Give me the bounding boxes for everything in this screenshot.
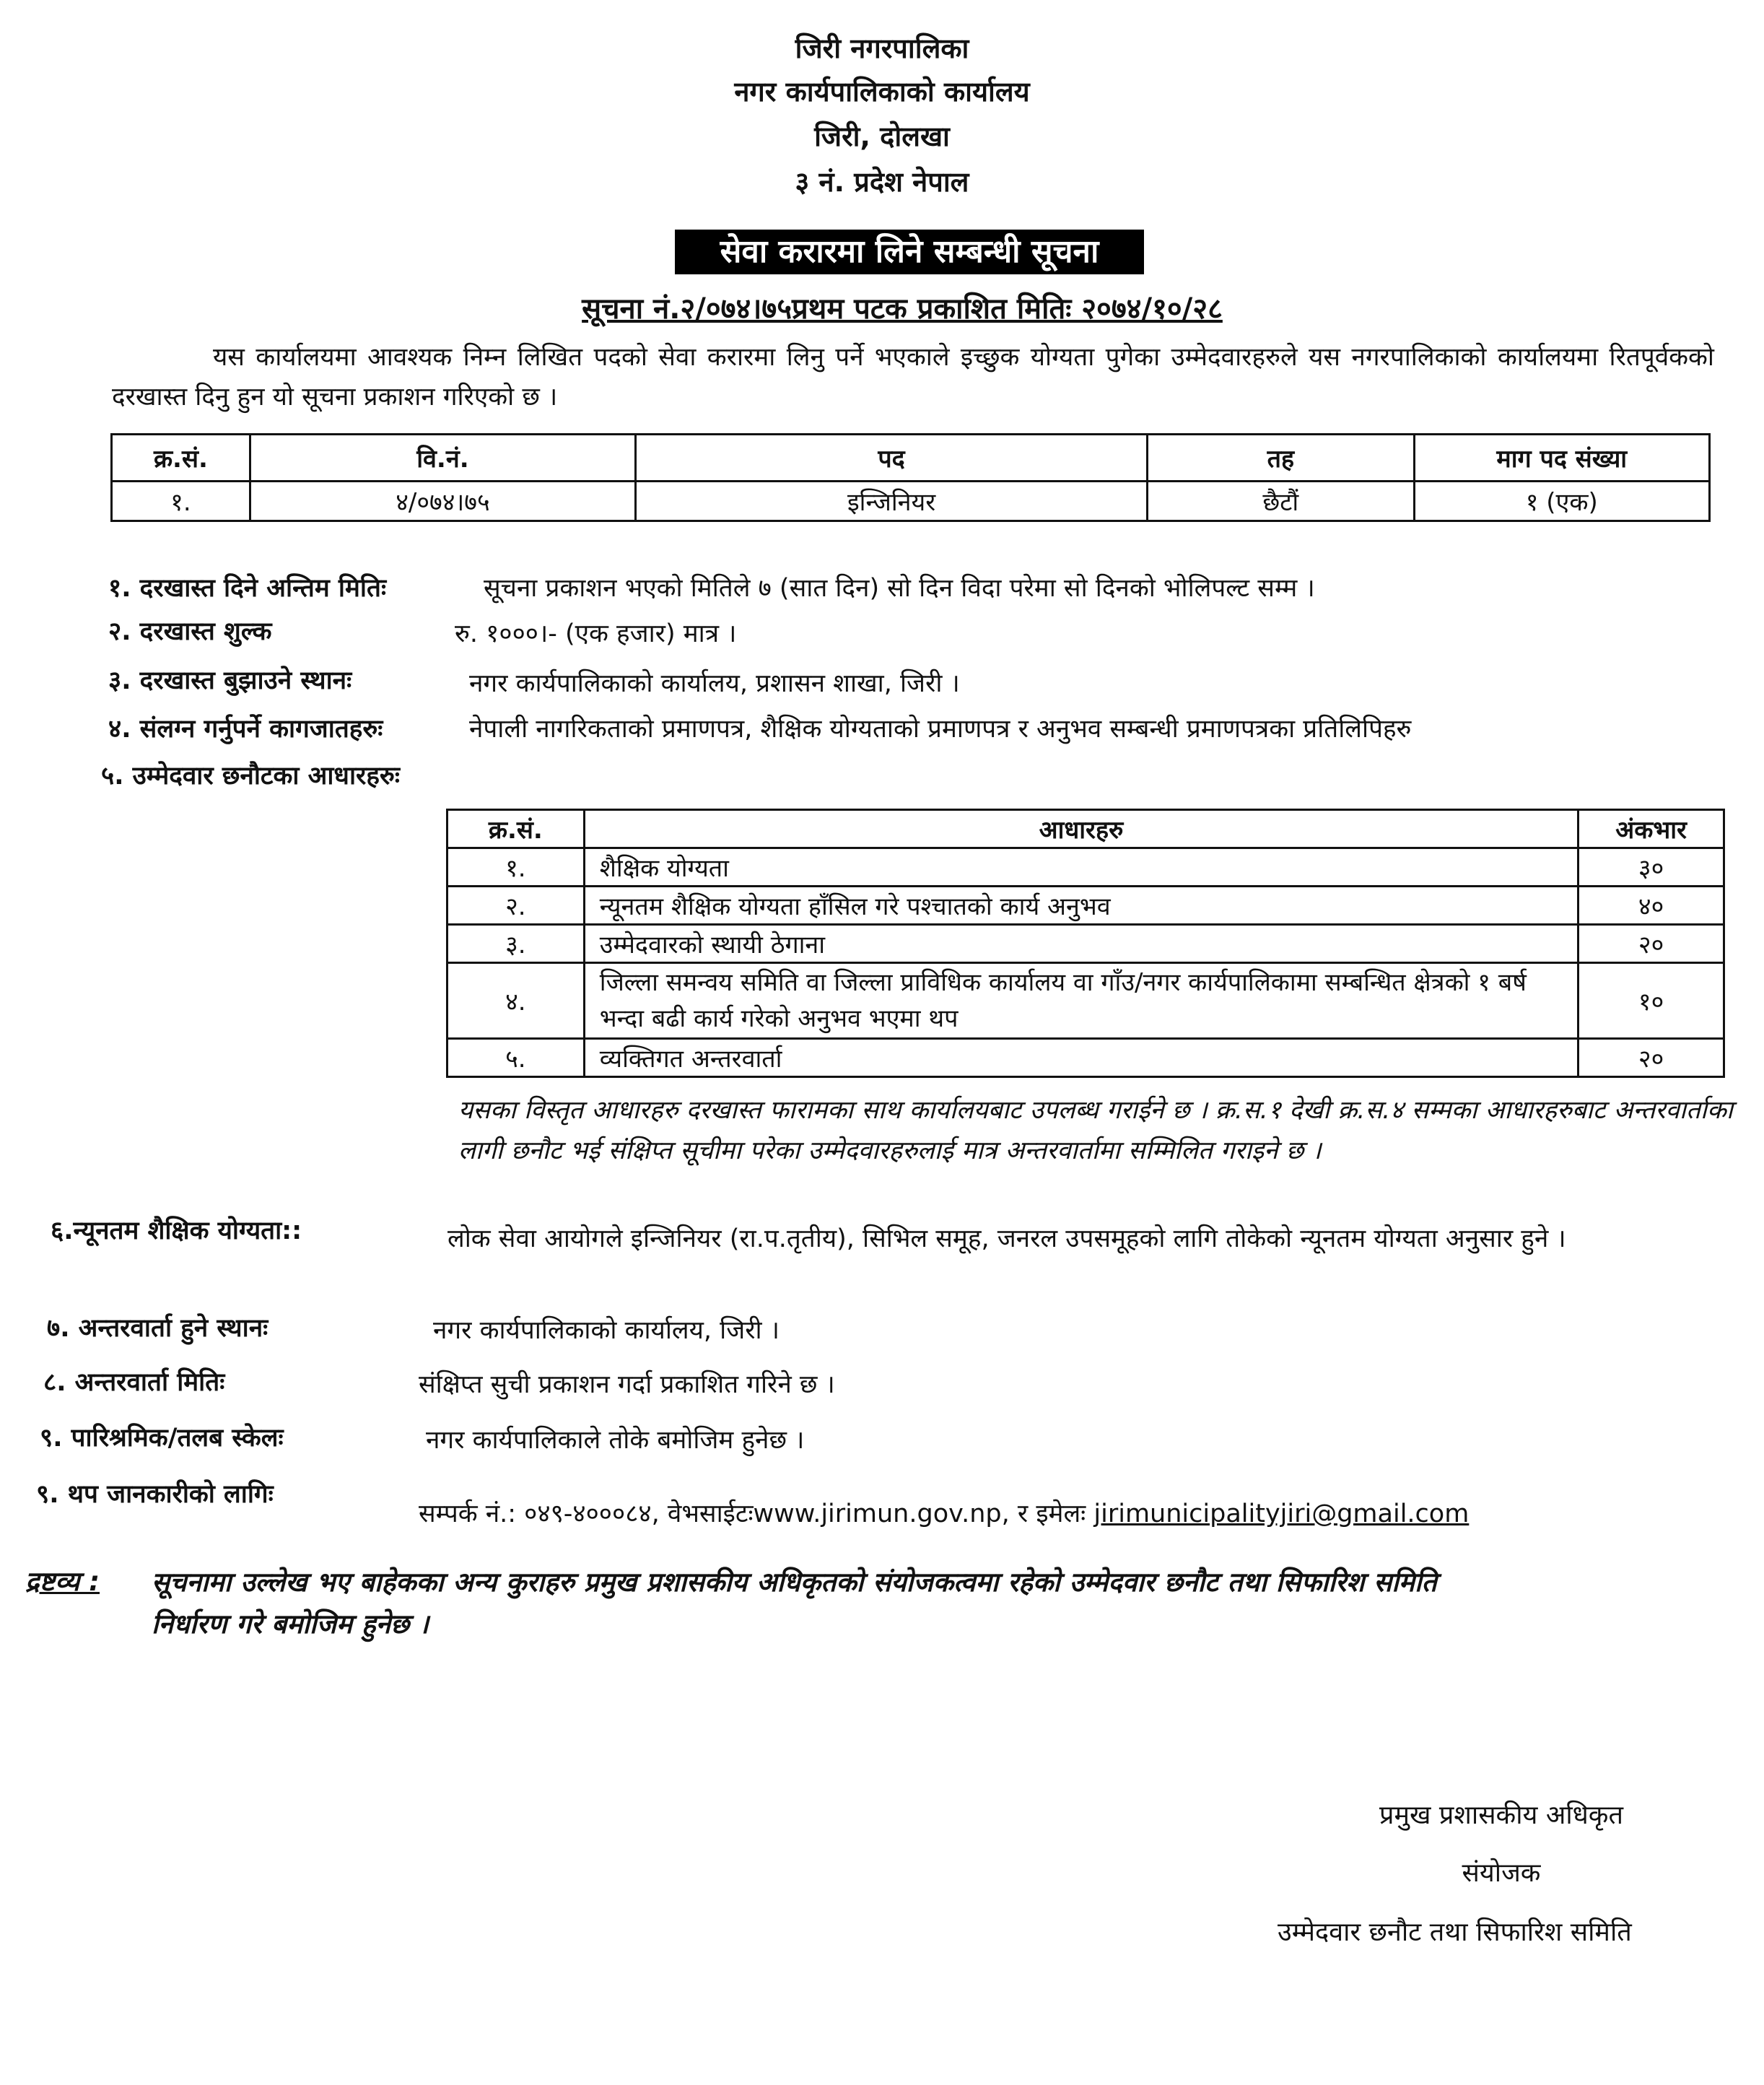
- table-header-row: [447, 810, 1724, 848]
- item-label-6: ६.न्यूनतम शैक्षिक योग्यता::: [51, 1216, 302, 1245]
- col-adno: वि.नं.: [250, 435, 635, 482]
- cell-sn: १.: [447, 848, 585, 887]
- contact-info: [419, 1496, 1469, 1530]
- col-post: पद: [636, 435, 1148, 482]
- draft-text: [130, 1562, 1761, 1645]
- notice-subtitle: सूचना नं.२/०७४।७५प्रथम पटक प्रकाशित मितिः २०७४/१०/२८: [582, 292, 1223, 326]
- position-table: [110, 433, 1711, 522]
- cell-basis: न्यूनतम शैक्षिक योग्यता हाँसिल गरे पश्चातको कार्य अनुभव: [584, 887, 1578, 925]
- office-subtitle: नगर कार्यपालिकाको कार्यालय: [734, 76, 1030, 108]
- item-label-4: ४. संलग्न गर्नुपर्ने कागजातहरुः: [108, 715, 383, 744]
- province: ३ नं. प्रदेश नेपाल: [795, 166, 969, 198]
- draft-label: द्रष्टव्य :: [25, 1566, 100, 1597]
- col-count: माग पद संख्या: [1414, 435, 1709, 482]
- office-location: जिरी, दोलखा: [814, 121, 950, 152]
- table-header-row: [112, 435, 1710, 482]
- item-label-1: १. दरखास्त दिने अन्तिम मितिः: [108, 574, 387, 603]
- col-marks: अंकभार: [1579, 810, 1724, 848]
- item-value-4: नेपाली नागरिकताको प्रमाणपत्र, शैक्षिक योग्यताको प्रमाणपत्र र अनुभव सम्बन्धी प्रमाणपत्रका प्रतिलिपिहरु: [469, 715, 1412, 744]
- col-level: तह: [1148, 435, 1414, 482]
- item-label-10: ९. थप जानकारीको लागिः: [36, 1480, 274, 1509]
- table-row: [447, 1039, 1724, 1077]
- item-label-2: २. दरखास्त शुल्क: [108, 617, 272, 646]
- item-value-2: रु. १०००।- (एक हजार) मात्र ।: [455, 619, 737, 648]
- intro-paragraph: यस कार्यालयमा आवश्यक निम्न लिखित पदको सेवा करारमा लिनु पर्ने भएकाले इच्छुक योग्यता पुगेका उम्मेदवारहरुले यस नगरपालिकाको कार्यालयमा रितपूर्वकको दरखास्त दिनु हुन यो सूचना प्रकाशन गरिएको छ ।: [112, 343, 1715, 412]
- cell-post: इन्जिनियर: [636, 482, 1148, 521]
- cell-sn: ५.: [447, 1039, 585, 1077]
- cell-sn: २.: [447, 887, 585, 925]
- table-row: [447, 887, 1724, 925]
- item-value-3: नगर कार्यपालिकाको कार्यालय, प्रशासन शाखा, जिरी ।: [469, 669, 960, 698]
- cell-marks: ३०: [1579, 848, 1724, 887]
- cell-adno: ४/०७४।७५: [250, 482, 635, 521]
- item-value-7: नगर कार्यपालिकाको कार्यालय, जिरी ।: [433, 1316, 780, 1345]
- criteria-note: यसका विस्तृत आधारहरु दरखास्त फारामका साथ कार्यालयबाट उपलब्ध गराईने छ । क्र.स.१ देखी क्र.स.४ सम्मका आधारहरुबाट अन्तरवार्ताका लागी छनौट भई संक्षिप्त सूचीमा परेका उम्मेदवारहरुलाई मात्र अन्तरवार्तामा सम्मिलित गराइने छ ।: [458, 1096, 1733, 1165]
- signature-title: प्रमुख प्रशासकीय अधिकृत: [1379, 1801, 1623, 1830]
- criteria-table: [446, 809, 1725, 1078]
- cell-basis: उम्मेदवारको स्थायी ठेगाना: [584, 925, 1578, 963]
- item-label-3: ३. दरखास्त बुझाउने स्थानः: [108, 666, 352, 695]
- table-row: [447, 963, 1724, 1039]
- cell-marks: ४०: [1579, 887, 1724, 925]
- contact-text: सम्पर्क नं.: ०४९-४०००८४, वेभसाईटःwww.jirimun.gov.np, र इमेलः: [419, 1499, 1086, 1528]
- cell-count: १ (एक): [1414, 482, 1709, 521]
- draft-line-1: सूचनामा उल्लेख भए बाहेकका अन्य कुराहरु प्रमुख प्रशासकीय अधिकृतको संयोजकत्वमा रहेको उम्मेदवार छनौट तथा सिफारिश समिति: [152, 1567, 1437, 1598]
- cell-level: छैटौं: [1148, 482, 1414, 521]
- item-label-8: ८. अन्तरवार्ता मितिः: [43, 1368, 225, 1397]
- item-value-6: लोक सेवा आयोगले इन्जिनियर (रा.प.तृतीय), सिभिल समूह, जनरल उपसमूहको लागि तोकेको न्यूनतम योग्यता अनुसार हुने ।: [447, 1224, 1566, 1253]
- cell-basis: व्यक्तिगत अन्तरवार्ता: [584, 1039, 1578, 1077]
- item-value-1: सूचना प्रकाशन भएको मितिले ७ (सात दिन) सो दिन विदा परेमा सो दिनको भोलिपल्ट सम्म ।: [484, 574, 1315, 603]
- cell-basis: जिल्ला समन्वय समिति वा जिल्ला प्राविधिक कार्यालय वा गाँउ/नगर कार्यपालिकामा सम्बन्धित क्षेत्रको १ बर्ष भन्दा बढी कार्य गरेको अनुभव भएमा थप: [584, 963, 1578, 1039]
- cell-sn: १.: [112, 482, 250, 521]
- col-sn: क्र.सं.: [447, 810, 585, 848]
- item-value-8: संक्षिप्त सुची प्रकाशन गर्दा प्रकाशित गरिने छ ।: [419, 1370, 835, 1399]
- item-label-7: ७. अन्तरवार्ता हुने स्थानः: [47, 1314, 268, 1343]
- cell-marks: २०: [1579, 925, 1724, 963]
- table-row: [112, 482, 1710, 521]
- item-label-5: ५. उम्मेदवार छनौटका आधारहरुः: [101, 762, 400, 791]
- office-name: जिरी नगरपालिका: [795, 32, 969, 64]
- cell-marks: १०: [1579, 963, 1724, 1039]
- cell-marks: २०: [1579, 1039, 1724, 1077]
- cell-sn: ४.: [447, 963, 585, 1039]
- signature-role: संयोजक: [1462, 1858, 1541, 1888]
- signature-committee: उम्मेदवार छनौट तथा सिफारिश समिति: [1278, 1918, 1632, 1947]
- col-basis: आधारहरु: [584, 810, 1578, 848]
- notice-title: सेवा करारमा लिने सम्बन्धी सूचना: [675, 230, 1144, 274]
- table-row: [447, 848, 1724, 887]
- draft-line-2: निर्धारण गरे बमोजिम हुनेछ ।: [152, 1609, 429, 1640]
- col-sn: क्र.सं.: [112, 435, 250, 482]
- table-row: [447, 925, 1724, 963]
- cell-sn: ३.: [447, 925, 585, 963]
- cell-basis: शैक्षिक योग्यता: [584, 848, 1578, 887]
- email-link[interactable]: jirimunicipalityjiri@gmail.com: [1093, 1499, 1470, 1528]
- item-label-9: ९. पारिश्रमिक/तलब स्केलः: [40, 1424, 284, 1453]
- item-value-9: नगर कार्यपालिकाले तोके बमोजिम हुनेछ ।: [426, 1426, 805, 1455]
